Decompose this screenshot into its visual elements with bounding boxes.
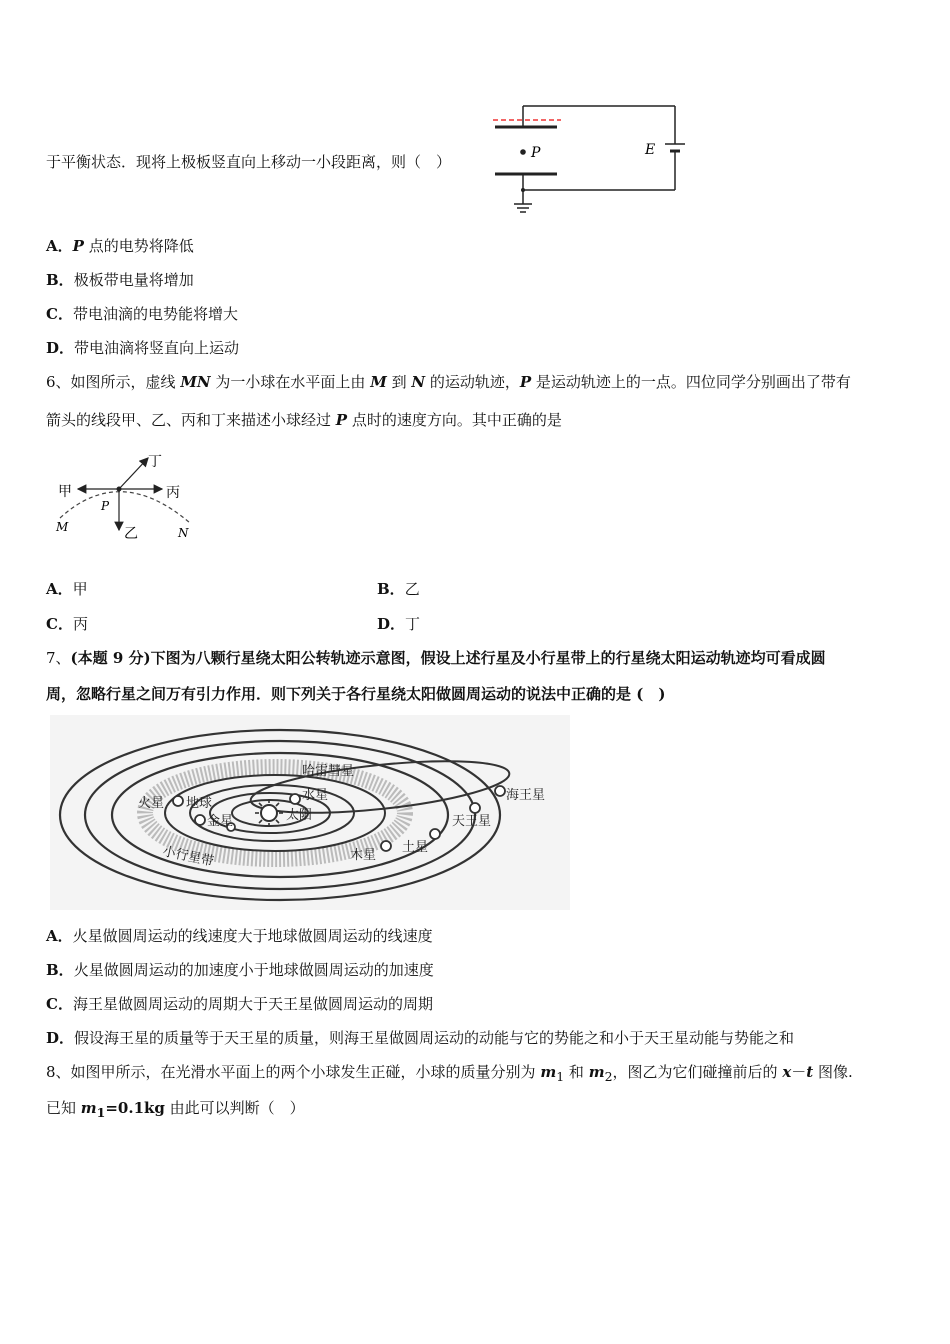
q6-option-b: B．乙 xyxy=(377,580,420,598)
q6-stem-line1: 6、如图所示，虚线 MN 为一小球在水平面上由 M 到 N 的运动轨迹，P 是运动轨迹上的一点。四位同学分别画出了带有 xyxy=(46,373,851,391)
q6-trajectory-figure xyxy=(50,448,210,548)
svg-text:地球: 地球 xyxy=(186,796,213,811)
q8-stem-line1: 8、如图甲所示，在光滑水平面上的两个小球发生正碰，小球的质量分别为 $m_1$ 和 $m_2$，图乙为它们碰撞前后的 x－t 图像. xyxy=(46,1063,853,1084)
q7-option-d: D．假设海王星的质量等于天王星的质量，则海王星做圆周运动的动能与它的势能之和小于天王星动能与势能之和 xyxy=(46,1029,795,1047)
q6-option-a: A．甲 xyxy=(46,580,88,598)
svg-text:火星: 火星 xyxy=(138,796,165,811)
q8-stem-line2: 已知 $m_1=0.1kg$ 由此可以判断（ ） xyxy=(46,1099,305,1120)
q7-stem-line1: 7、(本题 9 分)下图为八颗行星绕太阳公转轨迹示意图，假设上述行星及小行星带上的行星绕太阳运动轨迹均可看成圆 xyxy=(46,649,826,667)
q7-solar-system-figure xyxy=(50,715,570,910)
svg-text:丙: 丙 xyxy=(166,485,180,501)
svg-text:P: P xyxy=(101,499,110,513)
q7-option-c: C．海王星做圆周运动的周期大于天王星做圆周运动的周期 xyxy=(46,995,433,1013)
svg-text:金星: 金星 xyxy=(207,814,234,829)
svg-text:天王星: 天王星 xyxy=(452,814,492,829)
q5-capacitor-circuit xyxy=(485,98,695,220)
svg-text:太阳: 太阳 xyxy=(286,808,313,823)
q7-stem-line2: 周，忽略行星之间万有引力作用．则下列关于各行星绕太阳做圆周运动的说法中正确的是 ( ) xyxy=(46,685,666,703)
q5-option-c: C．带电油滴的电势能将增大 xyxy=(46,305,238,323)
q7-option-a: A．火星做圆周运动的线速度大于地球做圆周运动的线速度 xyxy=(46,927,433,945)
label-p: P xyxy=(531,145,541,161)
svg-text:海王星: 海王星 xyxy=(506,788,546,803)
svg-text:小行星带: 小行星带 xyxy=(161,844,216,870)
q5-option-a: A．P 点的电势将降低 xyxy=(46,237,194,255)
q6-stem-line2: 箭头的线段甲、乙、丙和丁来描述小球经过 P 点时的速度方向。其中正确的是 xyxy=(46,411,562,429)
q5-option-b: B．极板带电量将增加 xyxy=(46,271,194,289)
svg-text:N: N xyxy=(178,526,189,540)
q5-option-d: D．带电油滴将竖直向上运动 xyxy=(46,339,240,357)
svg-text:甲: 甲 xyxy=(58,484,72,500)
q6-option-d: D．丁 xyxy=(377,615,421,633)
svg-text:乙: 乙 xyxy=(124,526,138,542)
q7-option-b: B．火星做圆周运动的加速度小于地球做圆周运动的加速度 xyxy=(46,961,434,979)
svg-text:丁: 丁 xyxy=(148,454,162,470)
svg-text:土星: 土星 xyxy=(402,840,429,855)
q5-stem-tail: 于平衡状态．现将上极板竖直向上移动一小段距离，则（ ） xyxy=(46,153,452,171)
svg-text:M: M xyxy=(56,520,69,534)
q6-option-c: C．丙 xyxy=(46,615,88,633)
svg-text:木星: 木星 xyxy=(350,848,377,863)
svg-text:水星: 水星 xyxy=(302,788,329,803)
svg-text:哈雷彗星: 哈雷彗星 xyxy=(302,764,355,779)
label-e: E xyxy=(645,142,656,158)
